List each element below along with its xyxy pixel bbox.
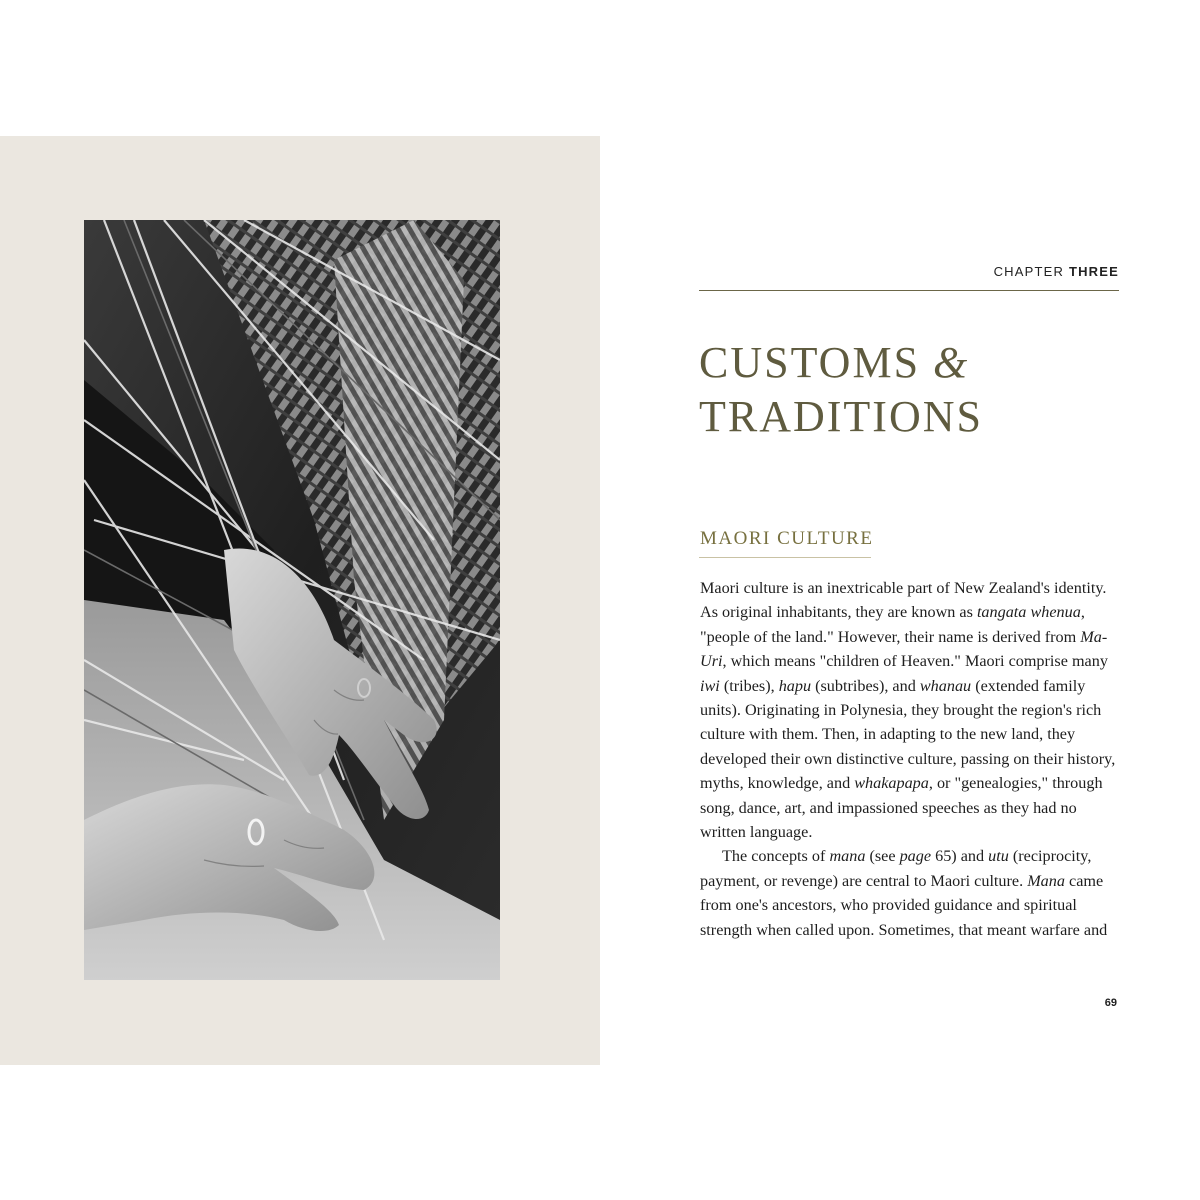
chapter-title-line2: TRADITIONS [699, 392, 983, 441]
weaving-photo-illustration [84, 220, 500, 980]
body-text [700, 576, 1120, 942]
chapter-title-line1: CUSTOMS [699, 338, 934, 387]
chapter-number: THREE [1068, 264, 1119, 279]
chapter-title-ampersand: & [933, 338, 970, 387]
paragraph-1: Maori culture is an inextricable part of New Zealand's identity. As original inhabitants, they are known as tangata whenua, "people of the land." However, their name is derived from Ma-Uri, which means "children of Heaven." Maori comprise many iwi (tribes), hapu (subtribes), and whanau (extended family units). Originating in Polynesia, they brought the region's rich culture with them. Then, in adapting to the new land, they developed their own distinctive culture, passing on their history, myths, knowledge, and whakapapa, or "genealogies," through song, dance, art, and impassioned speeches as they had no written language. [700, 579, 1116, 842]
chapter-divider [699, 290, 1119, 291]
chapter-prefix: CHAPTER [993, 264, 1069, 279]
section-divider [699, 557, 871, 558]
right-page [600, 136, 1200, 1065]
page-number: 69 [1104, 997, 1117, 1009]
chapter-title [699, 336, 1119, 444]
left-page [0, 136, 600, 1065]
section-heading: MAORI CULTURE [700, 528, 874, 549]
weaving-hands-photo [84, 220, 500, 980]
paragraph-2: The concepts of mana (see page 65) and utu (reciprocity, payment, or revenge) are central to Maori culture. Mana came from one's ancestors, who provided guidance and spiritual strength when called upon. Sometimes, that meant warfare and [700, 847, 1108, 939]
chapter-label [994, 264, 1119, 279]
